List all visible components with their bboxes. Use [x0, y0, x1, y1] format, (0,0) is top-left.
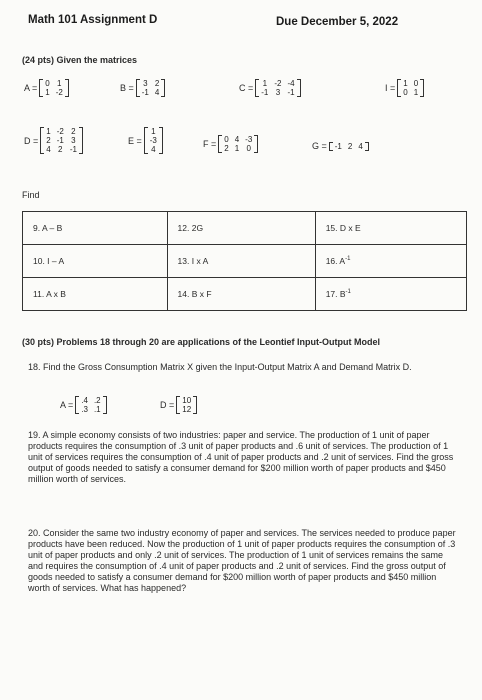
matrix-cell: 3: [71, 136, 76, 145]
find-table: [22, 211, 467, 311]
matrix-cell: -3: [245, 135, 253, 144]
matrix-cell: 4: [154, 88, 160, 97]
matrix-cell: -1: [69, 145, 77, 154]
matrix-d18-label: D =: [160, 400, 175, 410]
matrix-cell: 4: [234, 135, 240, 144]
matrix-f: [203, 135, 258, 153]
matrix-d: [24, 127, 83, 154]
matrix-b: [120, 79, 165, 97]
matrix-row: [179, 405, 194, 414]
matrix-c: [239, 79, 301, 97]
matrix-cell: 12: [182, 405, 192, 414]
find-item-12: 12. 2G: [167, 212, 315, 245]
find-label: Find: [22, 190, 40, 200]
matrix-row: [400, 88, 421, 97]
matrix-c-body: [255, 79, 300, 97]
matrix-i: [385, 79, 424, 97]
find-item-10: 10. I – A: [23, 245, 168, 278]
find-item-14: 14. B x F: [167, 278, 315, 311]
find-item-17-text: 17. B: [325, 289, 346, 299]
matrix-row: [147, 145, 160, 154]
matrix-cell: -3: [149, 136, 157, 145]
matrix-cell: 4: [151, 145, 156, 154]
matrix-cell: 1: [234, 144, 240, 153]
find-item-11: 11. A x B: [23, 278, 168, 311]
matrix-i-body: [397, 79, 424, 97]
matrix-a-body: [39, 79, 69, 97]
matrix-a18: [60, 396, 107, 414]
matrix-row: [258, 88, 297, 97]
section1-intro: (24 pts) Given the matrices: [22, 55, 138, 65]
matrix-row: [221, 135, 255, 144]
matrix-cell: 10: [182, 396, 192, 405]
matrix-cell: -2: [56, 127, 64, 136]
matrix-d18-body: [176, 396, 197, 414]
matrix-cell: 2: [58, 145, 63, 154]
matrix-row: [258, 79, 297, 88]
matrix-cell: 4: [358, 141, 363, 151]
matrix-cell: 1: [45, 88, 50, 97]
matrix-g: [312, 141, 369, 151]
matrix-a18-body: [75, 396, 106, 414]
find-item-17: [315, 278, 466, 311]
find-item-17-sup: -1: [345, 289, 351, 296]
matrix-i-label: I =: [385, 83, 396, 93]
matrix-b-label: B =: [120, 83, 134, 93]
matrix-d18: [160, 396, 197, 414]
table-row: [23, 212, 467, 245]
matrix-row: [179, 396, 194, 405]
matrix-cell: -2: [274, 79, 282, 88]
matrix-row: [221, 144, 255, 153]
problem-19: 19. A simple economy consists of two industries: paper and service. The production of 1 unit of paper products requires the consumption of .3 unit of paper products and .6 unit of services. The production of 1 unit of services requires the consumption of .4 unit of paper products and .2 unit of services. Find the gross output of goods needed to satisfy a consumer demand for $200 million worth of paper products and $450 million worth of services.: [28, 430, 454, 484]
matrix-a-label: A =: [24, 83, 38, 93]
find-item-15: 15. D x E: [315, 212, 466, 245]
matrix-cell: 1: [413, 88, 419, 97]
matrix-cell: 1: [403, 79, 408, 88]
find-item-16-text: 16. A: [325, 256, 346, 266]
matrix-e: [128, 127, 163, 154]
matrix-cell: .3: [81, 405, 88, 414]
matrix-cell: 0: [246, 144, 251, 153]
matrix-cell: 2: [46, 136, 51, 145]
matrix-row: [78, 396, 103, 405]
matrix-cell: .2: [93, 396, 101, 405]
due-date: Due December 5, 2022: [276, 16, 399, 28]
matrix-row: [42, 88, 66, 97]
matrix-cell: 2: [154, 79, 160, 88]
problem-18: 18. Find the Gross Consumption Matrix X given the Input-Output Matrix A and Demand Matrix D.: [28, 362, 412, 372]
matrix-row: [147, 127, 160, 136]
matrix-cell: 0: [45, 79, 50, 88]
matrix-row: [43, 127, 80, 136]
matrix-cell: 1: [46, 127, 51, 136]
matrix-cell: .4: [81, 396, 88, 405]
find-item-9: 9. A – B: [23, 212, 168, 245]
matrix-cell: 2: [224, 144, 229, 153]
matrix-cell: 4: [46, 145, 51, 154]
find-item-16-sup: -1: [345, 256, 351, 263]
matrix-row: [139, 88, 163, 97]
matrix-a: [24, 79, 69, 97]
matrix-row: [42, 79, 66, 88]
matrix-cell: -1: [261, 88, 269, 97]
problem-20: 20. Consider the same two industry economy of paper and services. The services needed to produce paper products have been reduced. Now the production of 1 unit of paper products requires the consumption of .3 unit of paper products and only .2 unit of services. The production of 1 unit of services remains the same and requires the consumption of .4 unit of paper products and .2 unit of services. Find the gross output of goods needed to satisfy a consumer demand for $200 million worth of paper products and $450 million worth of services. What has happened?: [28, 528, 456, 593]
table-row: [23, 245, 467, 278]
matrix-cell: 0: [403, 88, 408, 97]
matrix-g-label: G =: [312, 141, 327, 151]
matrix-row: [43, 145, 80, 154]
find-item-13: 13. I x A: [167, 245, 315, 278]
matrix-cell: -1: [56, 136, 64, 145]
matrix-row: [147, 136, 160, 145]
matrix-e-label: E =: [128, 135, 142, 146]
matrix-b-body: [136, 79, 166, 97]
matrix-cell: -1: [334, 141, 342, 151]
matrix-cell: -1: [141, 88, 149, 97]
matrix-g-body: [329, 142, 369, 151]
matrix-d-label: D =: [24, 135, 39, 146]
matrix-cell: 1: [151, 127, 156, 136]
matrix-cell: 1: [57, 79, 62, 88]
matrix-cell: 0: [413, 79, 419, 88]
find-item-16: [315, 245, 466, 278]
matrix-cell: .1: [93, 405, 101, 414]
matrix-c-label: C =: [239, 83, 254, 93]
matrix-cell: 2: [347, 141, 353, 151]
matrix-a18-label: A =: [60, 400, 74, 410]
matrix-row: [400, 79, 421, 88]
assignment-title: Math 101 Assignment D: [28, 14, 158, 26]
matrix-cell: -4: [287, 79, 295, 88]
matrix-cell: -2: [55, 88, 63, 97]
matrix-row: [139, 79, 163, 88]
matrix-row: [78, 405, 103, 414]
matrix-cell: 3: [143, 79, 148, 88]
table-row: [23, 278, 467, 311]
matrix-cell: 3: [275, 88, 281, 97]
matrix-cell: -1: [287, 88, 295, 97]
matrix-cell: 0: [224, 135, 229, 144]
matrix-cell: 1: [262, 79, 268, 88]
matrix-row: [43, 136, 80, 145]
matrix-f-label: F =: [203, 139, 217, 149]
matrix-f-body: [218, 135, 258, 153]
matrix-cell: 2: [71, 127, 76, 136]
matrix-row: [332, 142, 366, 151]
section2-intro: (30 pts) Problems 18 through 20 are applications of the Leontief Input-Output Model: [22, 337, 381, 347]
matrix-d-body: [40, 127, 83, 154]
matrix-e-body: [144, 127, 163, 154]
